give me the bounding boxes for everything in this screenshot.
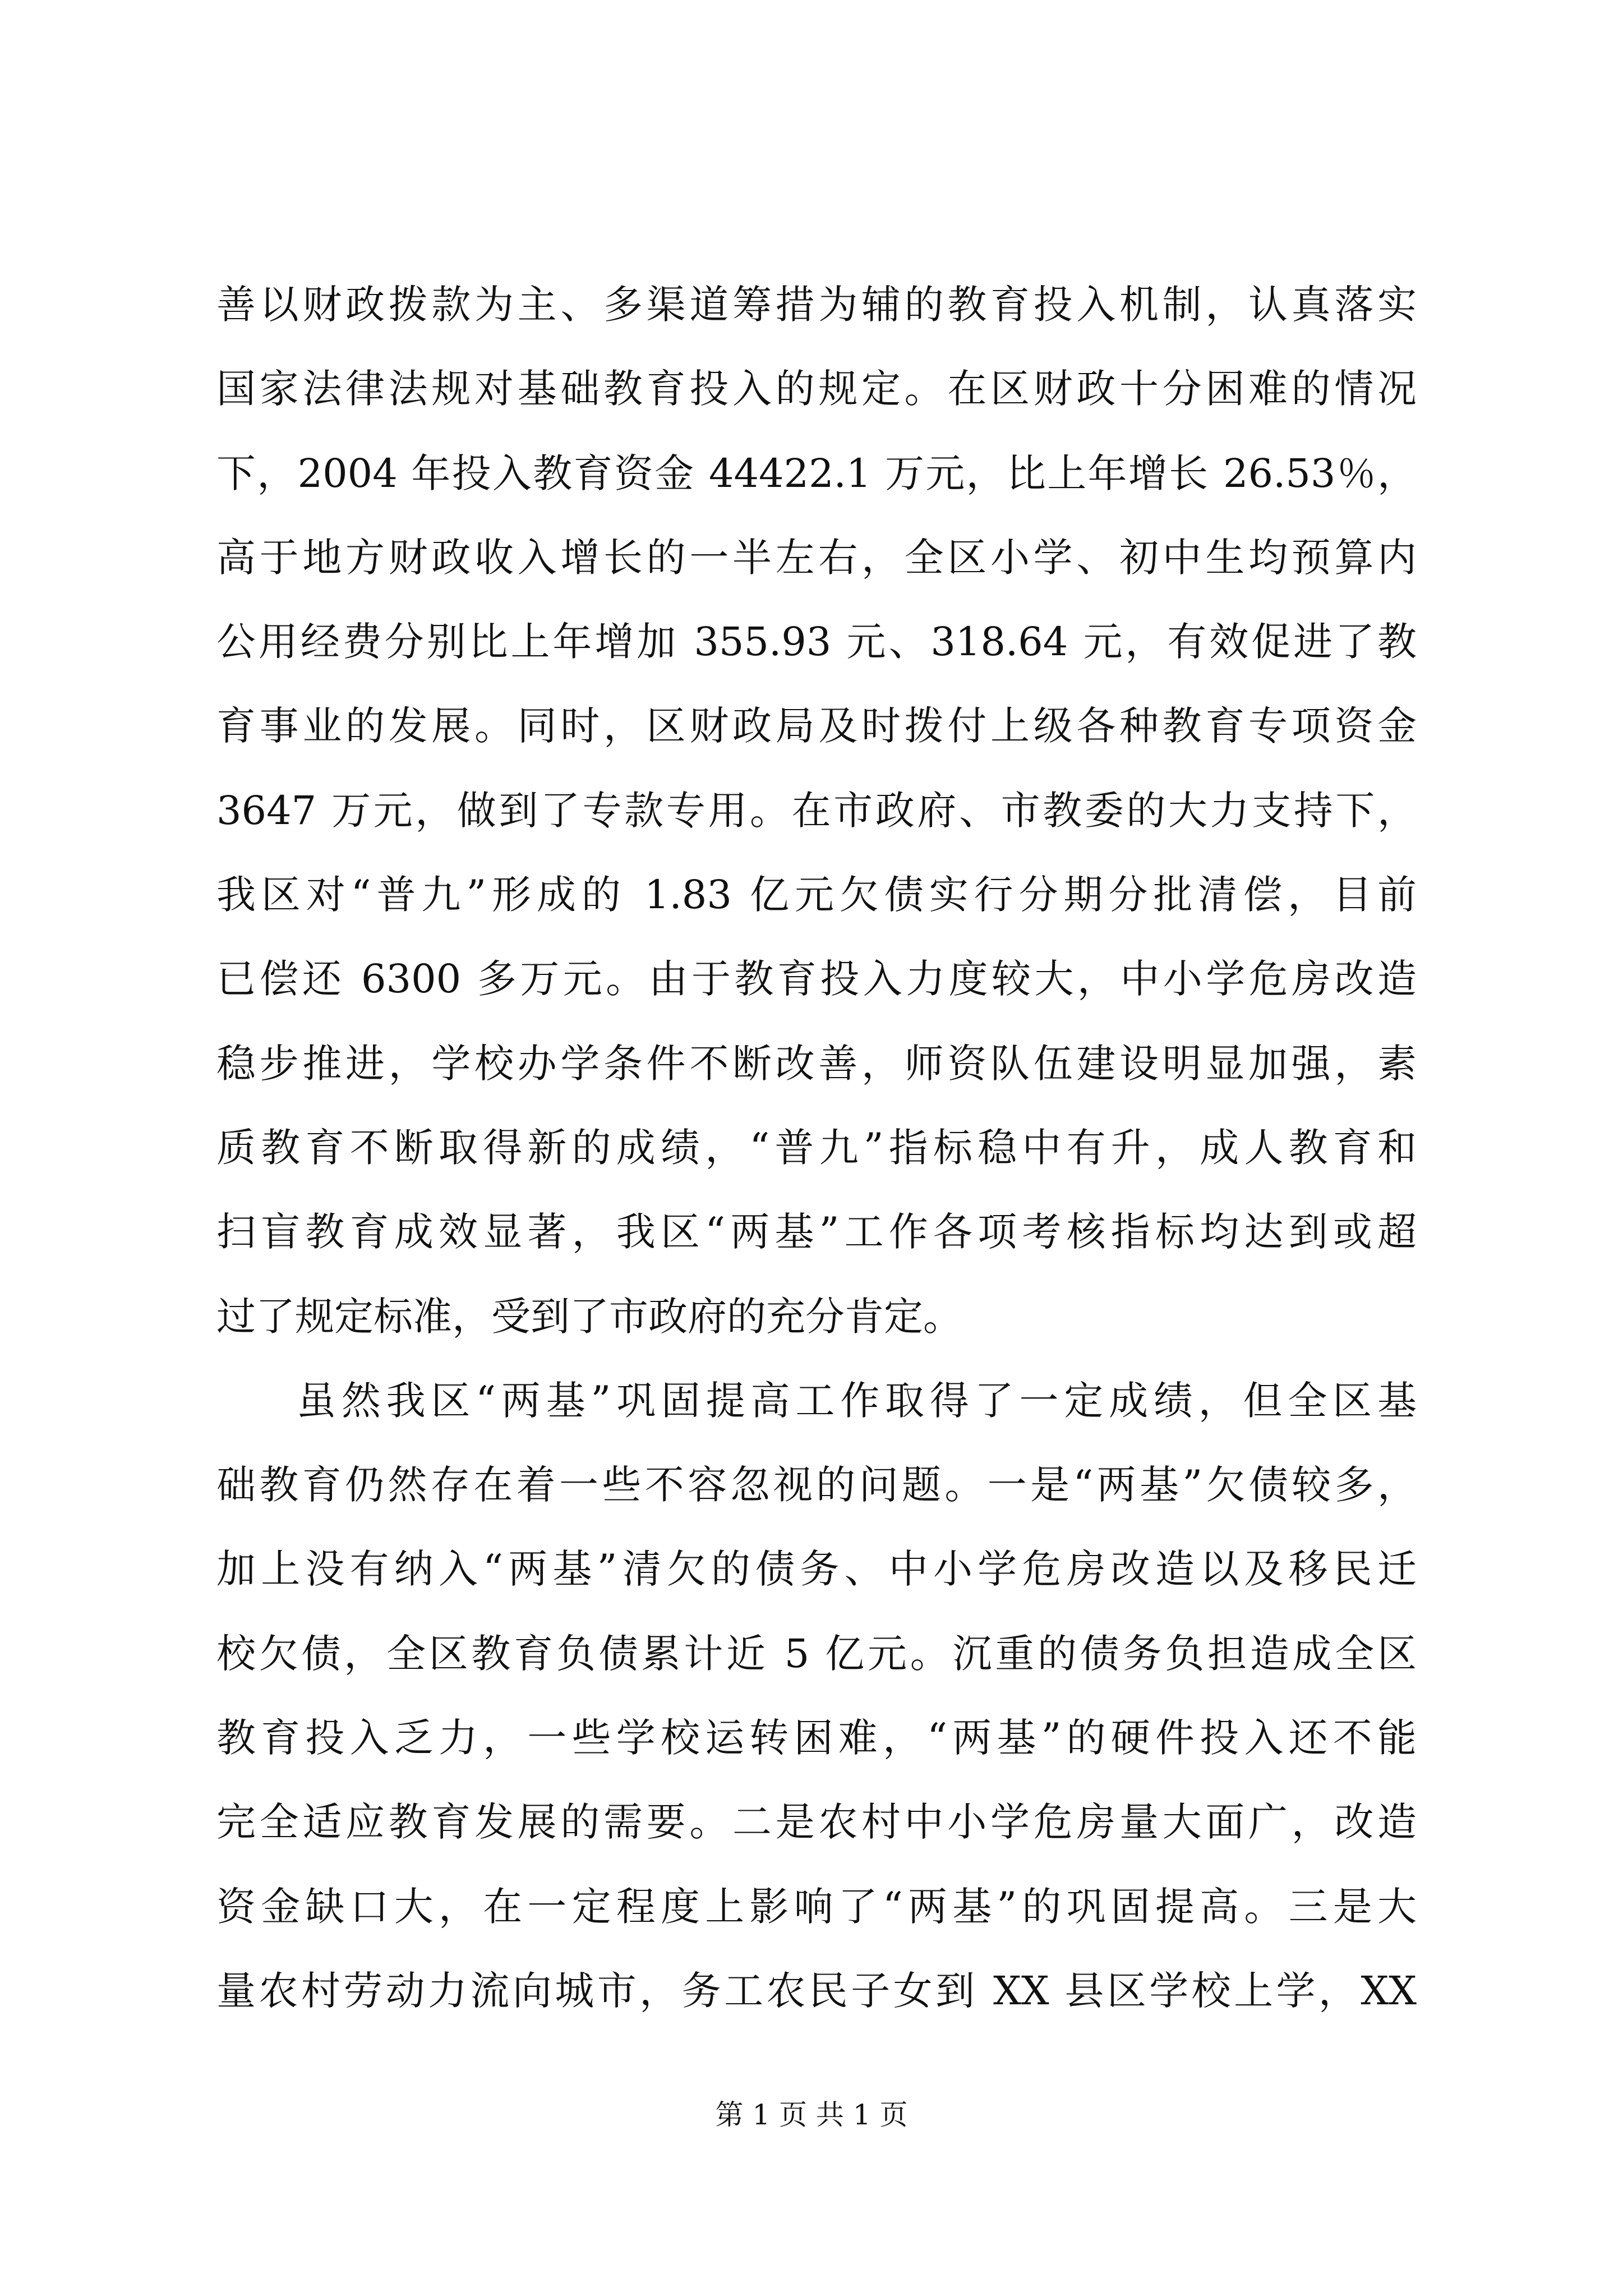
page-number-label: 第 1 页 共 1 页 bbox=[715, 2099, 908, 2131]
text-line: 质教育不断取得新的成绩，“普九”指标稳中有升，成人教育和 bbox=[216, 1124, 1417, 1171]
text-line: 稳步推进，学校办学条件不断改善，师资队伍建设明显加强，素 bbox=[216, 1040, 1417, 1087]
document-body bbox=[216, 263, 1417, 2033]
text-line: 资金缺口大，在一定程度上影响了“两基”的巩固提高。三是大 bbox=[216, 1883, 1417, 1930]
text-line: 高于地方财政收入增长的一半左右，全区小学、初中生均预算内 bbox=[216, 534, 1417, 581]
text-line: 教育投入乏力，一些学校运转困难，“两基”的硬件投入还不能 bbox=[216, 1715, 1417, 1761]
text-line: 我区对“普九”形成的 1.83 亿元欠债实行分期分批清偿，目前 bbox=[216, 872, 1417, 918]
text-line: 3647 万元，做到了专款专用。在市政府、市教委的大力支持下， bbox=[216, 787, 1417, 834]
text-line: 过了规定标准，受到了市政府的充分肯定。 bbox=[216, 1293, 962, 1340]
text-line: 校欠债，全区教育负债累计近 5 亿元。沉重的债务负担造成全区 bbox=[216, 1630, 1417, 1677]
text-line: 础教育仍然存在着一些不容忽视的问题。一是“两基”欠债较多， bbox=[216, 1462, 1417, 1508]
text-line: 国家法律法规对基础教育投入的规定。在区财政十分困难的情况 bbox=[216, 366, 1417, 412]
text-line: 加上没有纳入“两基”清欠的债务、中小学危房改造以及移民迁 bbox=[216, 1546, 1417, 1593]
text-line: 扫盲教育成效显著，我区“两基”工作各项考核指标均达到或超 bbox=[216, 1209, 1417, 1255]
text-line: 量农村劳动力流向城市，务工农民子女到 XX 县区学校上学，XX bbox=[216, 1967, 1417, 2014]
page-footer bbox=[0, 2098, 1623, 2132]
text-line: 完全适应教育发展的需要。二是农村中小学危房量大面广，改造 bbox=[216, 1799, 1417, 1846]
text-line: 虽然我区“两基”巩固提高工作取得了一定成绩，但全区基 bbox=[297, 1377, 1417, 1424]
text-line: 育事业的发展。同时，区财政局及时拨付上级各种教育专项资金 bbox=[216, 703, 1417, 749]
text-line: 已偿还 6300 多万元。由于教育投入力度较大，中小学危房改造 bbox=[216, 956, 1417, 1002]
text-line: 善以财政拨款为主、多渠道筹措为辅的教育投入机制，认真落实 bbox=[216, 282, 1417, 328]
text-line: 下，2004 年投入教育资金 44422.1 万元，比上年增长 26.53％， bbox=[216, 450, 1417, 496]
text-line: 公用经费分别比上年增加 355.93 元、318.64 元，有效促进了教 bbox=[216, 619, 1417, 665]
